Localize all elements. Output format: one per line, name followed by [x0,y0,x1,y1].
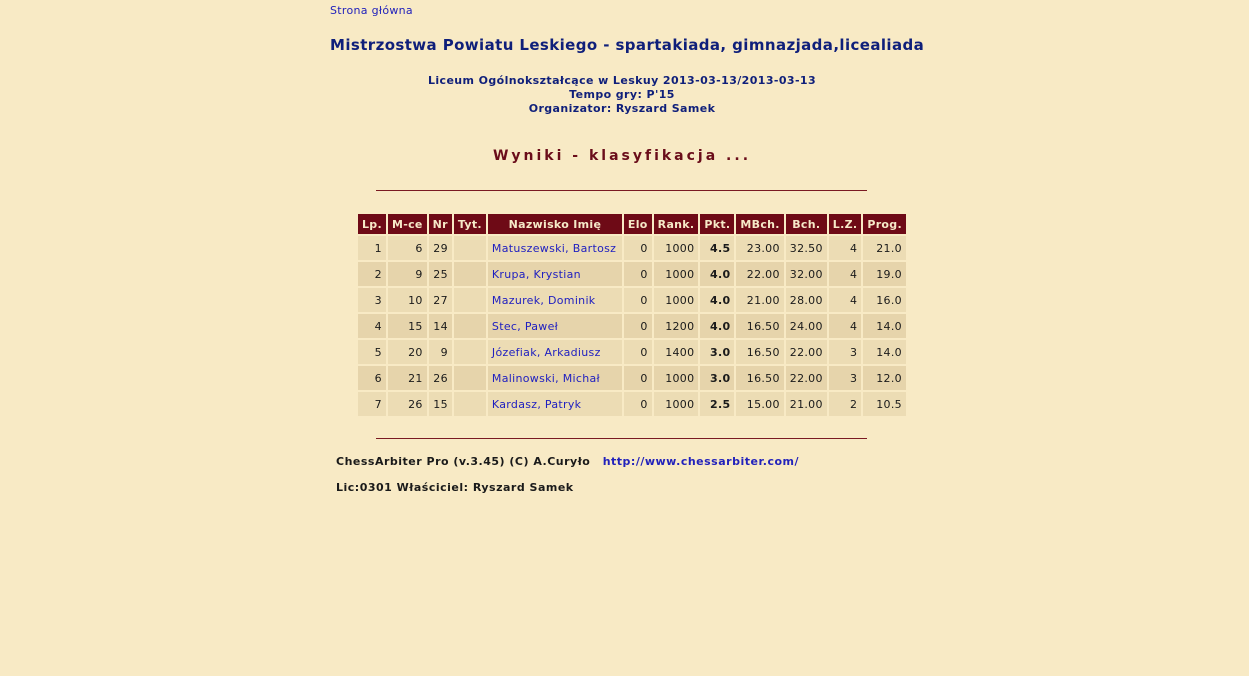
cell-mce: 21 [388,366,427,390]
cell-lp: 4 [358,314,386,338]
player-name-link[interactable]: Mazurek, Dominik [491,293,596,307]
cell-prog: 21.0 [863,236,906,260]
cell-elo: 0 [624,288,652,312]
cell-mbch: 23.00 [736,236,783,260]
cell-nr: 29 [429,236,452,260]
col-mce-header: M-ce [388,214,427,234]
cell-pkt: 2.5 [700,392,734,416]
cell-pkt: 3.0 [700,366,734,390]
cell-bch: 24.00 [786,314,827,338]
col-lp-header: Lp. [358,214,386,234]
cell-elo: 0 [624,340,652,364]
col-bch-header: Bch. [786,214,827,234]
cell-elo: 0 [624,314,652,338]
cell-elo: 0 [624,392,652,416]
cell-mbch: 22.00 [736,262,783,286]
cell-prog: 12.0 [863,366,906,390]
cell-lz: 3 [829,366,862,390]
cell-pkt: 4.0 [700,288,734,312]
cell-mce: 10 [388,288,427,312]
page-title: Mistrzostwa Powiatu Leskiego - spartakiada, gimnazjada,licealiada [330,36,925,54]
col-prog-header: Prog. [863,214,906,234]
cell-prog: 19.0 [863,262,906,286]
cell-lp: 3 [358,288,386,312]
software-credit [336,455,799,468]
cell-name [488,366,622,390]
cell-nr: 25 [429,262,452,286]
cell-nr: 15 [429,392,452,416]
cell-name [488,262,622,286]
cell-rank: 1000 [654,366,699,390]
cell-nr: 9 [429,340,452,364]
cell-rank: 1000 [654,262,699,286]
cell-lp: 5 [358,340,386,364]
table-row [358,340,906,364]
player-name-link[interactable]: Malinowski, Michał [491,371,600,385]
cell-mbch: 16.50 [736,340,783,364]
cell-elo: 0 [624,262,652,286]
cell-tyt [454,236,486,260]
cell-lp: 6 [358,366,386,390]
cell-mce: 26 [388,392,427,416]
results-body [358,236,906,416]
cell-lz: 3 [829,340,862,364]
cell-tyt [454,288,486,312]
tournament-info [330,74,914,116]
cell-prog: 10.5 [863,392,906,416]
table-row [358,236,906,260]
cell-pkt: 4.5 [700,236,734,260]
software-name: ChessArbiter Pro (v.3.45) (C) A.Curyło [336,455,591,468]
cell-tyt [454,366,486,390]
cell-bch: 32.00 [786,262,827,286]
cell-mce: 20 [388,340,427,364]
cell-lz: 4 [829,262,862,286]
cell-mbch: 16.50 [736,366,783,390]
table-row [358,392,906,416]
table-header-row [358,214,906,234]
player-name-link[interactable]: Matuszewski, Bartosz [491,241,617,255]
player-name-link[interactable]: Józefiak, Arkadiusz [491,345,601,359]
cell-prog: 14.0 [863,340,906,364]
cell-name [488,288,622,312]
website-link[interactable]: http://www.chessarbiter.com/ [602,455,800,468]
cell-tyt [454,392,486,416]
table-row [358,366,906,390]
cell-prog: 16.0 [863,288,906,312]
col-rank-header: Rank. [654,214,699,234]
cell-mbch: 16.50 [736,314,783,338]
cell-bch: 22.00 [786,366,827,390]
cell-lp: 1 [358,236,386,260]
table-row [358,314,906,338]
cell-rank: 1200 [654,314,699,338]
cell-mce: 15 [388,314,427,338]
col-lz-header: L.Z. [829,214,862,234]
cell-lp: 7 [358,392,386,416]
cell-name [488,340,622,364]
cell-bch: 21.00 [786,392,827,416]
col-pkt-header: Pkt. [700,214,734,234]
cell-rank: 1400 [654,340,699,364]
cell-nr: 27 [429,288,452,312]
cell-name [488,392,622,416]
cell-pkt: 4.0 [700,262,734,286]
cell-mce: 9 [388,262,427,286]
cell-pkt: 4.0 [700,314,734,338]
cell-tyt [454,314,486,338]
cell-lz: 4 [829,288,862,312]
cell-rank: 1000 [654,288,699,312]
tempo-line: Tempo gry: P'15 [569,88,675,101]
cell-nr: 26 [429,366,452,390]
cell-lz: 4 [829,236,862,260]
col-tyt-header: Tyt. [454,214,486,234]
player-name-link[interactable]: Krupa, Krystian [491,267,581,281]
organizer-line: Organizator: Ryszard Samek [528,102,716,115]
col-name-header: Nazwisko Imię [488,214,622,234]
col-mbch-header: MBch. [736,214,783,234]
cell-name [488,314,622,338]
col-nr-header: Nr [429,214,452,234]
player-name-link[interactable]: Kardasz, Patryk [491,397,582,411]
cell-bch: 32.50 [786,236,827,260]
cell-mbch: 21.00 [736,288,783,312]
cell-rank: 1000 [654,392,699,416]
results-table [356,212,908,418]
home-link[interactable]: Strona główna [330,4,413,17]
divider-bottom [376,438,867,439]
cell-rank: 1000 [654,236,699,260]
cell-pkt: 3.0 [700,340,734,364]
venue-line: Liceum Ogólnokształcące w Leskuy 2013-03-13/2013-03-13 [427,74,817,87]
cell-name [488,236,622,260]
cell-nr: 14 [429,314,452,338]
license-info: Lic:0301 Właściciel: Ryszard Samek [336,481,574,494]
cell-mce: 6 [388,236,427,260]
cell-elo: 0 [624,366,652,390]
cell-bch: 28.00 [786,288,827,312]
cell-tyt [454,340,486,364]
cell-lp: 2 [358,262,386,286]
table-row [358,288,906,312]
table-row [358,262,906,286]
cell-lz: 2 [829,392,862,416]
player-name-link[interactable]: Stec, Paweł [491,319,559,333]
cell-prog: 14.0 [863,314,906,338]
cell-tyt [454,262,486,286]
cell-lz: 4 [829,314,862,338]
cell-elo: 0 [624,236,652,260]
cell-bch: 22.00 [786,340,827,364]
col-elo-header: Elo [624,214,652,234]
cell-mbch: 15.00 [736,392,783,416]
divider-top [376,190,867,191]
results-heading: Wyniki - klasyfikacja ... [492,148,752,164]
